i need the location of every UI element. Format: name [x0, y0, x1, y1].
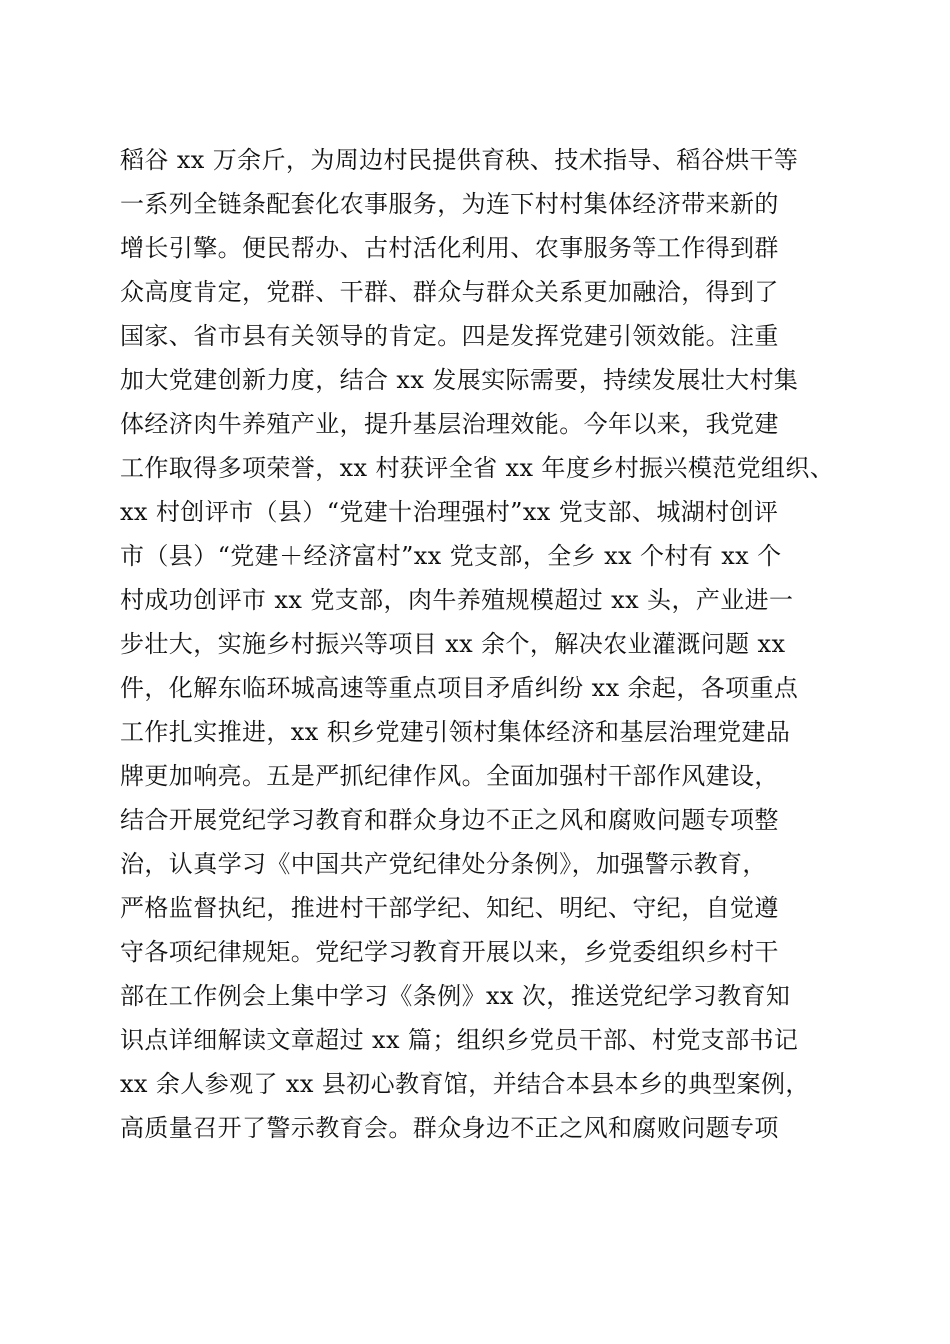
- text-line: 增长引擎。便民帮办、古村活化利用、农事服务等工作得到群: [120, 234, 779, 262]
- text-line: 严格监督执纪，推进村干部学纪、知纪、明纪、守纪，自觉遵: [120, 894, 779, 922]
- text-line: 国家、省市县有关领导的肯定。四是发挥党建引领效能。注重: [120, 322, 779, 350]
- text-line: 牌更加响亮。五是严抓纪律作风。全面加强村干部作风建设，: [120, 762, 779, 790]
- text-line: 识点详细解读文章超过 xx 篇；组织乡党员干部、村党支部书记: [120, 1026, 799, 1054]
- text-line: 村成功创评市 xx 党支部，肉牛养殖规模超过 xx 头，产业进一: [120, 586, 794, 614]
- text-line: 一系列全链条配套化农事服务，为连下村村集体经济带来新的: [120, 190, 779, 218]
- text-line: xx 村创评市（县）“党建十治理强村”xx 党支部、城湖村创评: [120, 498, 779, 526]
- text-line: 治，认真学习《中国共产党纪律处分条例》，加强警示教育，: [120, 850, 767, 878]
- text-line: 体经济肉牛养殖产业，提升基层治理效能。今年以来，我党建: [120, 410, 779, 438]
- text-line: xx 余人参观了 xx 县初心教育馆，并结合本县本乡的典型案例，: [120, 1070, 810, 1098]
- text-line: 加大党建创新力度，结合 xx 发展实际需要，持续发展壮大村集: [120, 366, 799, 394]
- text-line: 众高度肯定，党群、干群、群众与群众关系更加融洽，得到了: [120, 278, 779, 306]
- text-line: 工作扎实推进，xx 积乡党建引领村集体经济和基层治理党建品: [120, 718, 791, 746]
- text-line: 结合开展党纪学习教育和群众身边不正之风和腐败问题专项整: [120, 806, 779, 834]
- text-line: 步壮大，实施乡村振兴等项目 xx 余个，解决农业灌溉问题 xx: [120, 630, 786, 658]
- text-line: 件，化解东临环城高速等重点项目矛盾纠纷 xx 余起，各项重点: [120, 674, 799, 702]
- text-line: 部在工作例会上集中学习《条例》xx 次，推送党纪学习教育知: [120, 982, 791, 1010]
- text-line: 高质量召开了警示教育会。群众身边不正之风和腐败问题专项: [120, 1114, 779, 1142]
- text-line: 市（县）“党建＋经济富村”xx 党支部，全乡 xx 个村有 xx 个: [120, 542, 782, 570]
- text-line: 守各项纪律规矩。党纪学习教育开展以来，乡党委组织乡村干: [120, 938, 779, 966]
- text-line: 工作取得多项荣誉，xx 村获评全省 xx 年度乡村振兴模范党组织、: [120, 454, 835, 482]
- text-line: 稻谷 xx 万余斤，为周边村民提供育秧、技术指导、稻谷烘干等: [120, 146, 799, 174]
